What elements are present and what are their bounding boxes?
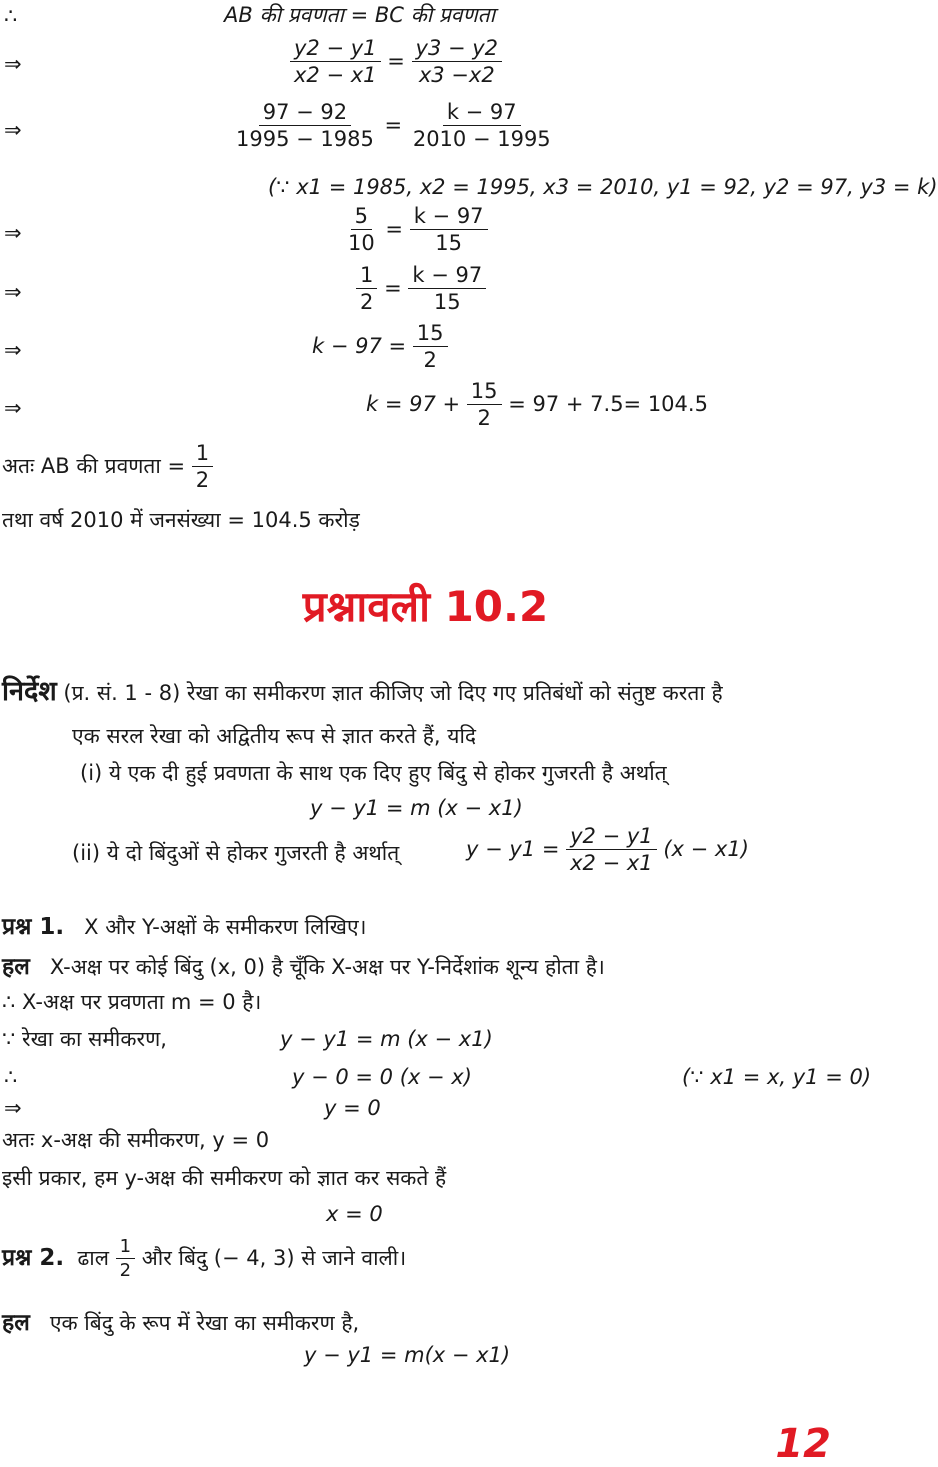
simplified-step: $\frac{5}{10}$ = $\frac{k - 97}{15}$	[344, 206, 488, 254]
y-axis-equation: x = 0	[326, 1202, 383, 1226]
implies-symbol: ⇒	[4, 221, 22, 245]
exercise-heading: प्रश्नावली 10.2	[302, 582, 549, 631]
y-axis-similar-statement: इसी प्रकार, हम y-अक्ष की समीकरण को ज्ञात कर सकते हैं	[2, 1166, 447, 1190]
substituted-equation: y − 0 = 0 (x − x)	[292, 1065, 472, 1089]
therefore-symbol: ∴	[4, 1065, 18, 1089]
given-values-note: (∵ x1 = 1985, x2 = 1995, x3 = 2010, y1 = 92, y2 = 97, y3 = k)	[268, 175, 938, 199]
k-value-step: k = 97 + $\frac{15}{2}$ = 97 + 7.5= 104.5	[366, 379, 708, 430]
slope-result: अतः AB की प्रवणता = $\frac{1}{2}$	[2, 443, 213, 491]
point-slope-formula-q2: y − y1 = m(x − x1)	[304, 1343, 511, 1367]
case-one-text: (i) ये एक दी हुई प्रवणता के साथ एक दिए हुए बिंदु से होकर गुजरती है अर्थात्	[80, 761, 667, 785]
substitution-note: (∵ x1 = x, y1 = 0)	[682, 1065, 872, 1089]
implies-symbol: ⇒	[4, 280, 22, 304]
direction-line: निर्देश (प्र. सं. 1 - 8) रेखा का समीकरण ज्ञात कीजिए जो दिए गए प्रतिबंधों को संतुष्ट करता है	[2, 676, 723, 707]
implies-symbol: ⇒	[4, 118, 22, 142]
k-isolation-step: k − 97 = $\frac{15}{2}$	[312, 323, 448, 371]
reduced-step: $\frac{1}{2}$ = $\frac{k - 97}{15}$	[356, 265, 486, 313]
x-axis-equation: y = 0	[324, 1096, 381, 1120]
implies-symbol: ⇒	[4, 396, 22, 420]
question-1-solution: हल X-अक्ष पर कोई बिंदु (x, 0) है चूँकि X-अक्ष पर Y-निर्देशांक शून्य होता है।	[2, 954, 605, 980]
page-number: 12	[775, 1421, 831, 1467]
case-two-text: (ii) ये दो बिंदुओं से होकर गुजरती है अर्थात्	[72, 841, 400, 865]
direction-intro: एक सरल रेखा को अद्वितीय रूप से ज्ञात करते हैं, यदि	[72, 724, 477, 748]
x-axis-result: अतः x-अक्ष की समीकरण, y = 0	[2, 1128, 270, 1152]
two-point-formula: y − y1 = $\frac{y2 - y1}{x2 - x1}$ (x − x1)	[466, 824, 749, 875]
substituted-values-step: $\frac{97 - 92}{1995 - 1985}$ = $\frac{k - 97}{2010 - 1995}$	[236, 100, 551, 151]
therefore-symbol: ∴	[4, 4, 18, 28]
line-equation-formula: y − y1 = m (x − x1)	[280, 1027, 493, 1051]
implies-symbol: ⇒	[4, 338, 22, 362]
question-2-solution: हल एक बिंदु के रूप में रेखा का समीकरण है,	[2, 1310, 360, 1336]
question-2: प्रश्न 2. ढाल $\frac{1}{2}$ और बिंदु (− 4, 3) से जाने वाली।	[2, 1236, 407, 1281]
population-result: तथा वर्ष 2010 में जनसंख्या = 104.5 करोड़	[2, 508, 360, 532]
x-axis-slope-line: ∴ X-अक्ष पर प्रवणता m = 0 है।	[2, 990, 262, 1014]
line-equation-label: ∵ रेखा का समीकरण,	[2, 1027, 167, 1051]
slope-formula-step: $\frac{y2 - y1}{x2 - x1}$ = $\frac{y3 - y2}{x3 -x2}$	[290, 38, 502, 86]
point-slope-formula: y − y1 = m (x − x1)	[310, 796, 523, 820]
question-1: प्रश्न 1. X और Y-अक्षों के समीकरण लिखिए।	[2, 914, 367, 940]
implies-symbol: ⇒	[4, 52, 22, 76]
implies-symbol: ⇒	[4, 1096, 22, 1120]
slope-equality-statement: AB की प्रवणता = BC की प्रवणता	[224, 3, 496, 27]
